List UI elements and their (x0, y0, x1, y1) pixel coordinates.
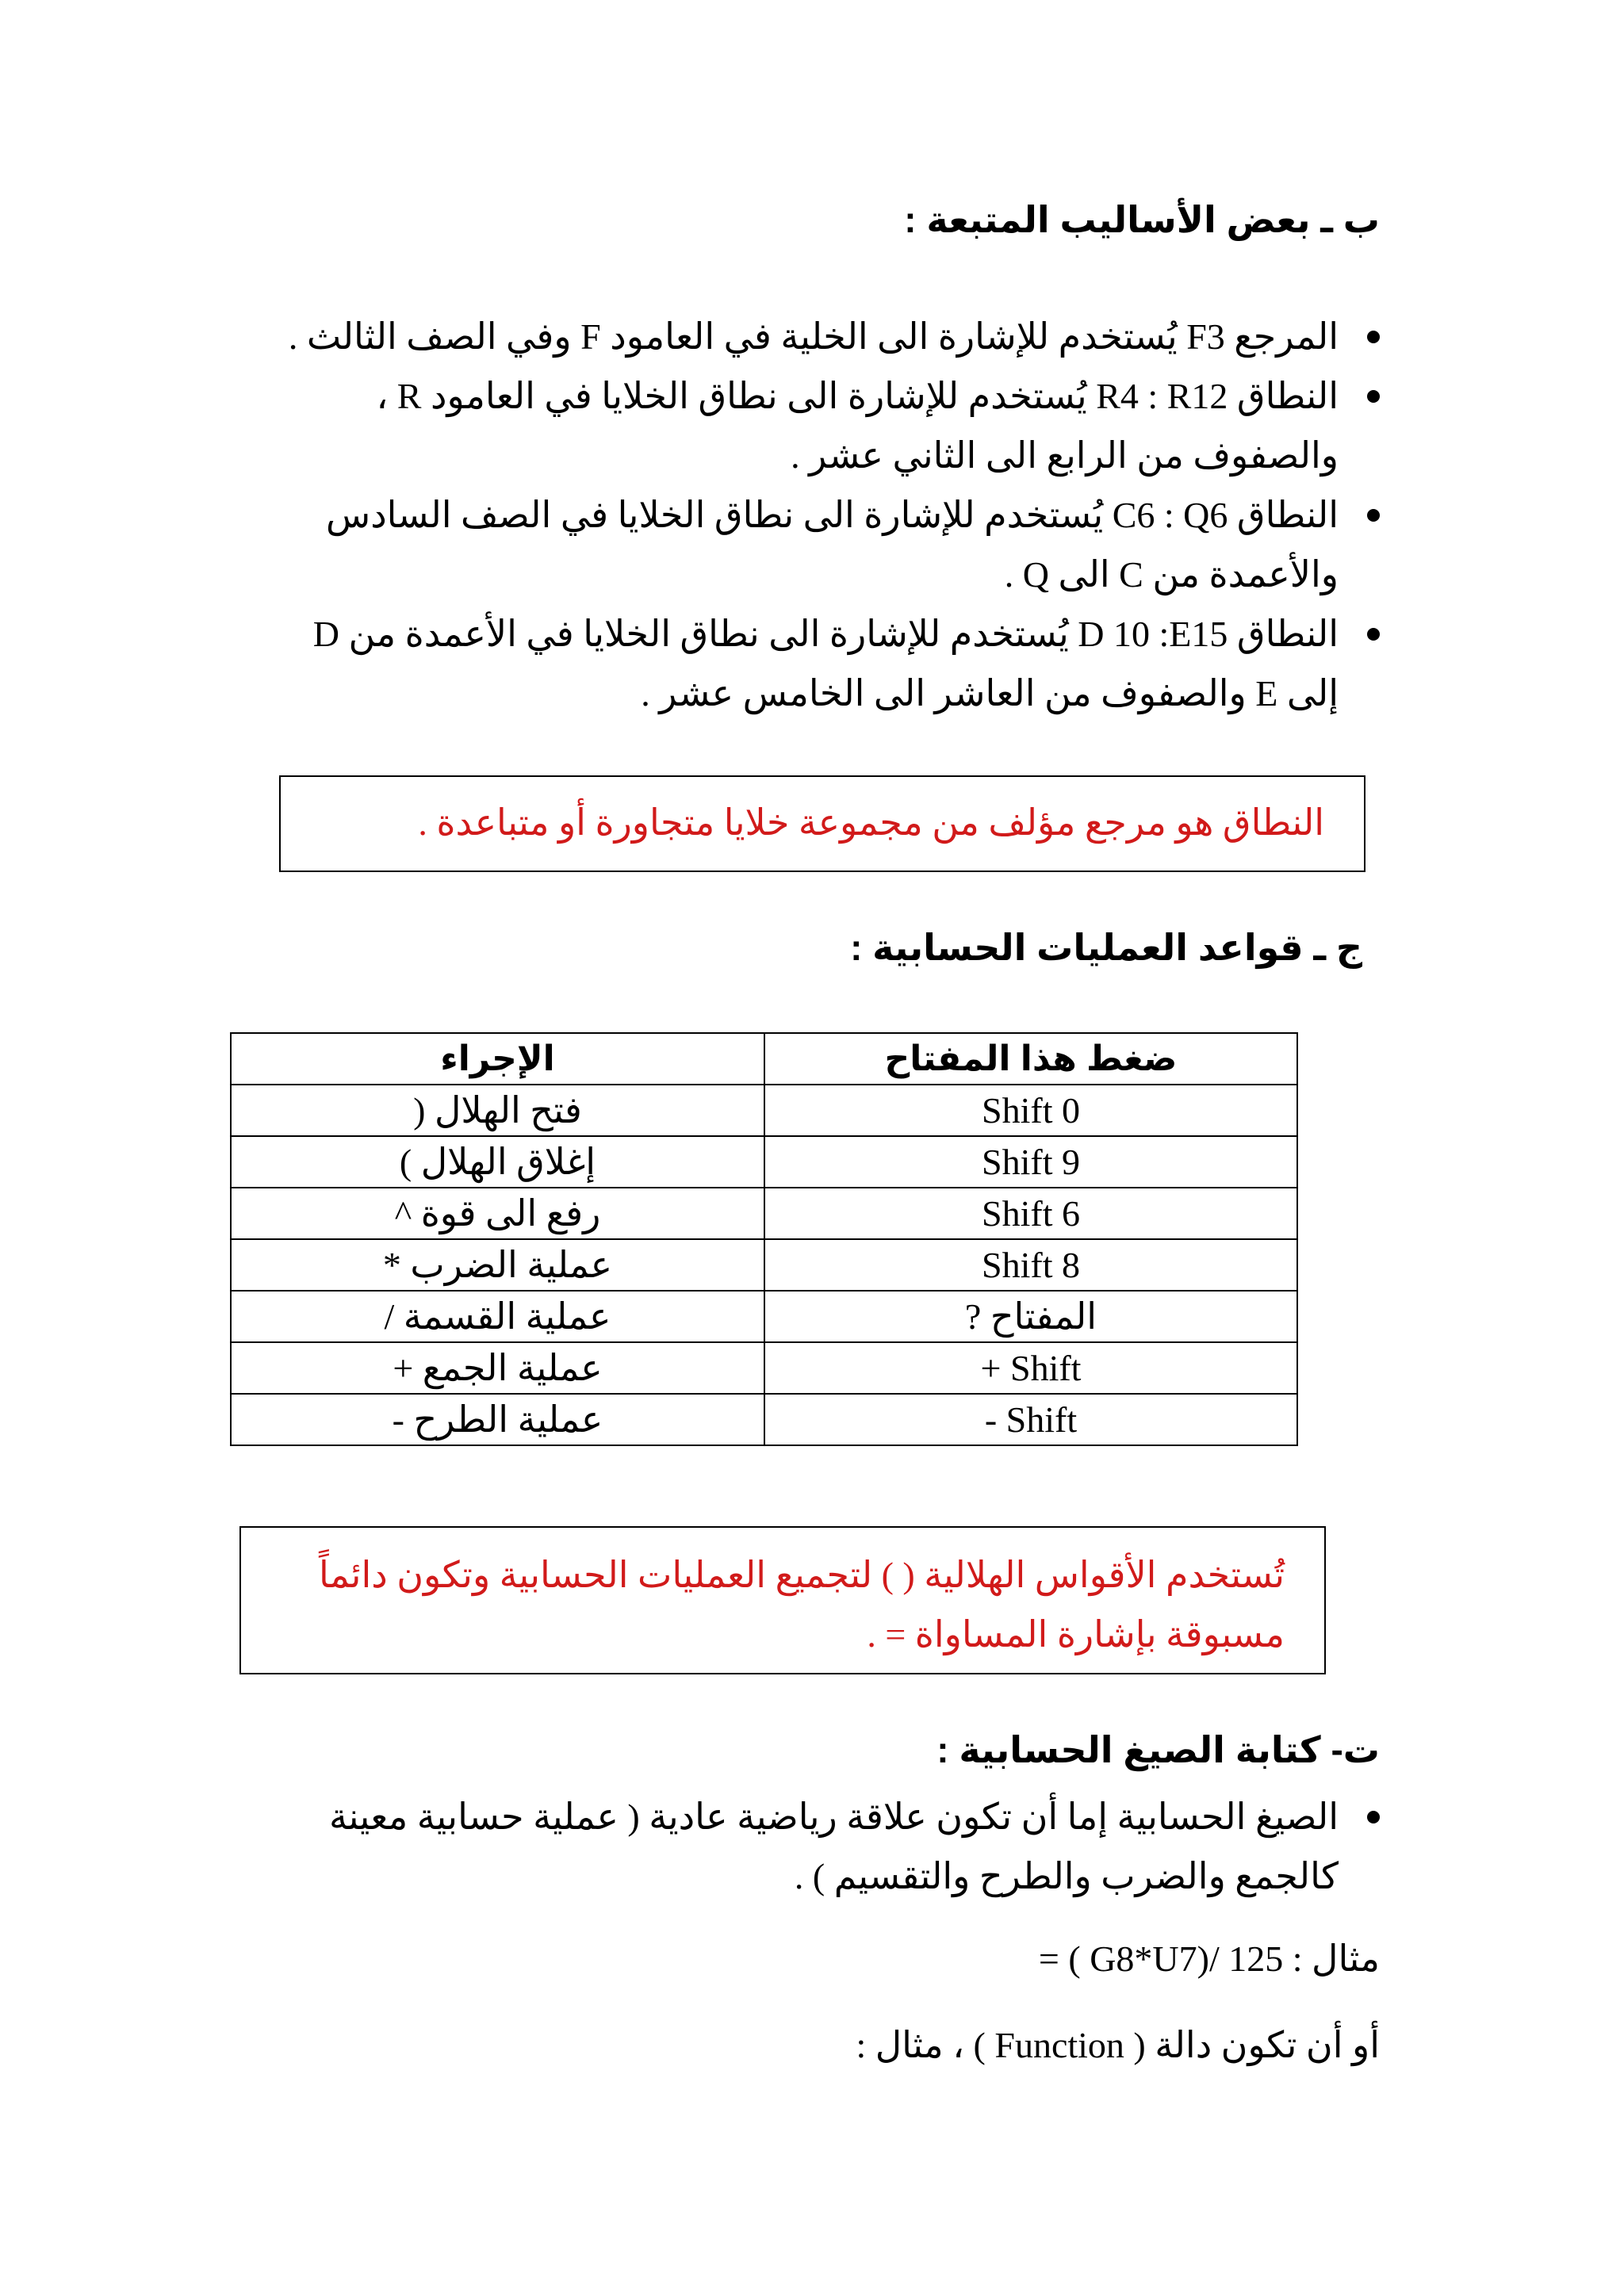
section-t-bullet-list (270, 1787, 1380, 1906)
function-line: أو أن تكون دالة ( Function ) ، مثال : (856, 2025, 1380, 2065)
key-cell: Shift - (764, 1394, 1297, 1445)
action-cell: عملية القسمة / (231, 1291, 764, 1342)
section-t-heading: ت- كتابة الصيغ الحسابية : (936, 1729, 1380, 1770)
table-row (231, 1188, 1297, 1239)
range-definition-note (279, 775, 1365, 872)
table-header-row (231, 1033, 1297, 1085)
key-cell: المفتاح ? (764, 1291, 1297, 1342)
key-cell: Shift 9 (764, 1136, 1297, 1188)
table-row (231, 1342, 1297, 1394)
bullet-icon (1367, 331, 1380, 343)
list-item (270, 307, 1380, 366)
bullet-icon (1367, 509, 1380, 522)
action-cell: عملية الضرب * (231, 1239, 764, 1291)
list-item (270, 485, 1380, 604)
table-row (231, 1394, 1297, 1445)
section-b-bullet-list (270, 307, 1380, 723)
list-item (270, 1787, 1380, 1906)
action-cell: إغلاق الهلال ) (231, 1136, 764, 1188)
list-item (270, 366, 1380, 485)
bullet-icon (1367, 390, 1380, 403)
bullet-text: النطاق D 10 :E15 يُستخدم للإشارة الى نطاق الخلايا في الأعمدة من D إلى E والصفوف من العاشر الى الخامس عشر . (312, 614, 1339, 714)
table-row (231, 1136, 1297, 1188)
table-row (231, 1291, 1297, 1342)
bullet-text: الصيغ الحسابية إما أن تكون علاقة رياضية عادية ( عملية حسابية معينة كالجمع والضرب والطرح والتقسيم ) . (329, 1797, 1339, 1896)
bullet-text: المرجع F3 يُستخدم للإشارة الى الخلية في العامود F وفي الصف الثالث . (288, 316, 1339, 357)
bullet-text: النطاق C6 : Q6 يُستخدم للإشارة الى نطاق الخلايا في الصف السادس والأعمدة من C الى Q . (326, 495, 1339, 595)
formula-example: مثال : 125 /(G8*U7 ) = (1038, 1938, 1380, 1979)
action-cell: عملية الطرح - (231, 1394, 764, 1445)
parentheses-note (239, 1526, 1326, 1674)
section-c-heading: ج ـ قواعد العمليات الحسابية : (850, 927, 1362, 968)
action-cell: رفع الى قوة ^ (231, 1188, 764, 1239)
key-cell: Shift 6 (764, 1188, 1297, 1239)
table-row (231, 1085, 1297, 1136)
action-cell: فتح الهلال ( (231, 1085, 764, 1136)
key-cell: Shift + (764, 1342, 1297, 1394)
bullet-text: النطاق R4 : R12 يُستخدم للإشارة الى نطاق الخلايا في العامود R ، والصفوف من الرابع الى الثاني عشر . (376, 376, 1339, 476)
key-cell: Shift 0 (764, 1085, 1297, 1136)
bullet-icon (1367, 1811, 1380, 1823)
header-key: ضغط هذا المفتاح (764, 1033, 1297, 1085)
bullet-icon (1367, 628, 1380, 641)
note-text: النطاق هو مرجع مؤلف من مجموعة خلايا متجاورة أو متباعدة . (418, 802, 1324, 843)
operators-table (230, 1032, 1298, 1446)
table-row (231, 1239, 1297, 1291)
list-item (270, 604, 1380, 723)
key-cell: Shift 8 (764, 1239, 1297, 1291)
section-b-heading: ب ـ بعض الأساليب المتبعة : (904, 199, 1380, 240)
action-cell: عملية الجمع + (231, 1342, 764, 1394)
note-text: تُستخدم الأقواس الهلالية ( ) لتجميع العمليات الحسابية وتكون دائماً مسبوقة بإشارة المساواة = . (319, 1555, 1285, 1655)
header-action: الإجراء (231, 1033, 764, 1085)
